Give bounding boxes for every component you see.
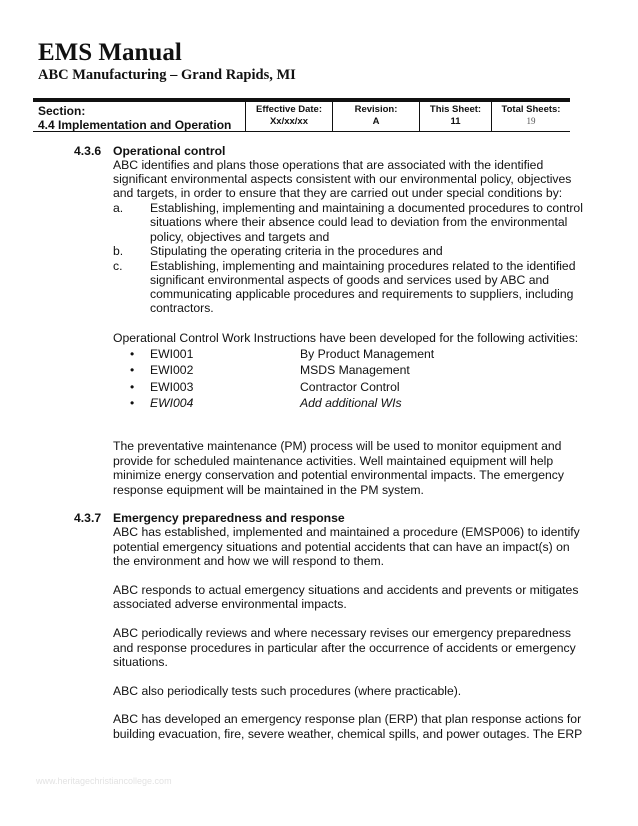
list-marker: b. [113, 244, 124, 258]
bullet: • [130, 347, 135, 361]
paragraph-line: and response procedures in particular after the occurrence of accidents or emergency [113, 641, 576, 655]
effective-date-label: Effective Date: [256, 104, 322, 115]
bullet: • [130, 396, 135, 410]
effective-date-value: Xx/xx/xx [269, 116, 309, 127]
list-item-line: Stipulating the operating criteria in the procedures and [150, 244, 443, 258]
this-sheet-label: This Sheet: [429, 104, 482, 115]
section-number: 4.3.6 [74, 144, 102, 158]
work-instruction-code: EWI002 [150, 363, 194, 377]
paragraph-line: building evacuation, fire, severe weather, chemical spills, and power outages. The ERP [113, 727, 583, 741]
work-instruction-code: EWI004 [150, 396, 194, 410]
paragraph-line: ABC has established, implemented and maintained a procedure (EMSP006) to identify [113, 525, 580, 539]
section-value: 4.4 Implementation and Operation [38, 118, 232, 132]
revision-value: A [372, 116, 380, 127]
section-heading: Operational control [113, 144, 226, 158]
work-instruction-description: By Product Management [300, 347, 435, 361]
paragraph-line: ABC identifies and plans those operations that are associated with the identified [113, 158, 544, 172]
list-item [112, 379, 532, 395]
work-instruction-code: EWI001 [150, 347, 194, 361]
paragraph-line: situations. [113, 655, 168, 669]
paragraph-line: and targets, in order to ensure that they are carried out under special conditions by: [113, 186, 563, 200]
bullet: • [130, 363, 135, 377]
work-instruction-code: EWI003 [150, 380, 194, 394]
paragraph-line: ABC responds to actual emergency situations and accidents and prevents or mitigates [113, 583, 579, 597]
work-instruction-description: MSDS Management [300, 363, 410, 377]
list-item-line: situations where their absence could lead to deviation from the environmental [150, 215, 568, 229]
paragraph-line: associated adverse environmental impacts. [113, 597, 347, 611]
list-item [112, 362, 532, 378]
list-item-line: Establishing, implementing and maintaining procedures related to the identified [150, 259, 576, 273]
this-sheet-value: 11 [450, 116, 461, 127]
work-instruction-description: Add additional WIs [300, 396, 402, 410]
list-item-line: communicating applicable procedures and requirements to suppliers, including [150, 287, 574, 301]
watermark: www.heritagechristiancollege.com [36, 776, 172, 786]
paragraph-line: provide for scheduled maintenance activities. Well maintained equipment will help [113, 454, 554, 468]
list-item-line: Establishing, implementing and maintaining a documented procedures to control [150, 201, 583, 215]
document-subtitle: ABC Manufacturing – Grand Rapids, MI [38, 67, 296, 83]
list-item-line: significant environmental aspects of goods and services used by ABC and [150, 273, 550, 287]
paragraph-line: minimize energy conservation and potential environmental impacts. The emergency [113, 468, 564, 482]
paragraph-line: significant environmental aspects consistent with our environmental policy, objectives [113, 172, 572, 186]
list-marker: c. [113, 259, 123, 273]
revision-label: Revision: [354, 104, 398, 115]
paragraph-line: ABC has developed an emergency response plan (ERP) that plan response actions for [113, 712, 582, 726]
document-header-table [33, 98, 570, 132]
work-instruction-description: Contractor Control [300, 380, 400, 394]
section-cell [33, 102, 245, 131]
list-item-line: policy, objectives and targets and [150, 230, 330, 244]
section-label: Section: [38, 104, 86, 118]
this-sheet-cell [419, 102, 491, 131]
paragraph-line: ABC periodically reviews and where necessary revises our emergency preparedness [113, 626, 571, 640]
paragraph-line: the environment and how we will respond to them. [113, 554, 384, 568]
list-item-line: contractors. [150, 301, 214, 315]
document-title: EMS Manual [38, 39, 182, 66]
list-item [112, 346, 532, 362]
work-instructions-intro: Operational Control Work Instructions have been developed for the following activities: [113, 331, 579, 345]
total-sheets-value: 19 [526, 116, 536, 126]
total-sheets-cell [491, 102, 570, 131]
list-marker: a. [113, 201, 124, 215]
paragraph-line: response equipment will be maintained in the PM system. [113, 483, 424, 497]
revision-cell [332, 102, 419, 131]
list-item [112, 395, 532, 411]
effective-date-cell [245, 102, 332, 131]
paragraph-line: potential emergency situations and potential accidents that can have an impact(s) on [113, 540, 570, 554]
total-sheets-label: Total Sheets: [501, 104, 561, 115]
section-number: 4.3.7 [74, 511, 102, 525]
paragraph-line: The preventative maintenance (PM) process will be used to monitor equipment and [113, 439, 562, 453]
section-heading: Emergency preparedness and response [113, 511, 345, 525]
paragraph-line: ABC also periodically tests such procedures (where practicable). [113, 684, 462, 698]
bullet: • [130, 380, 135, 394]
